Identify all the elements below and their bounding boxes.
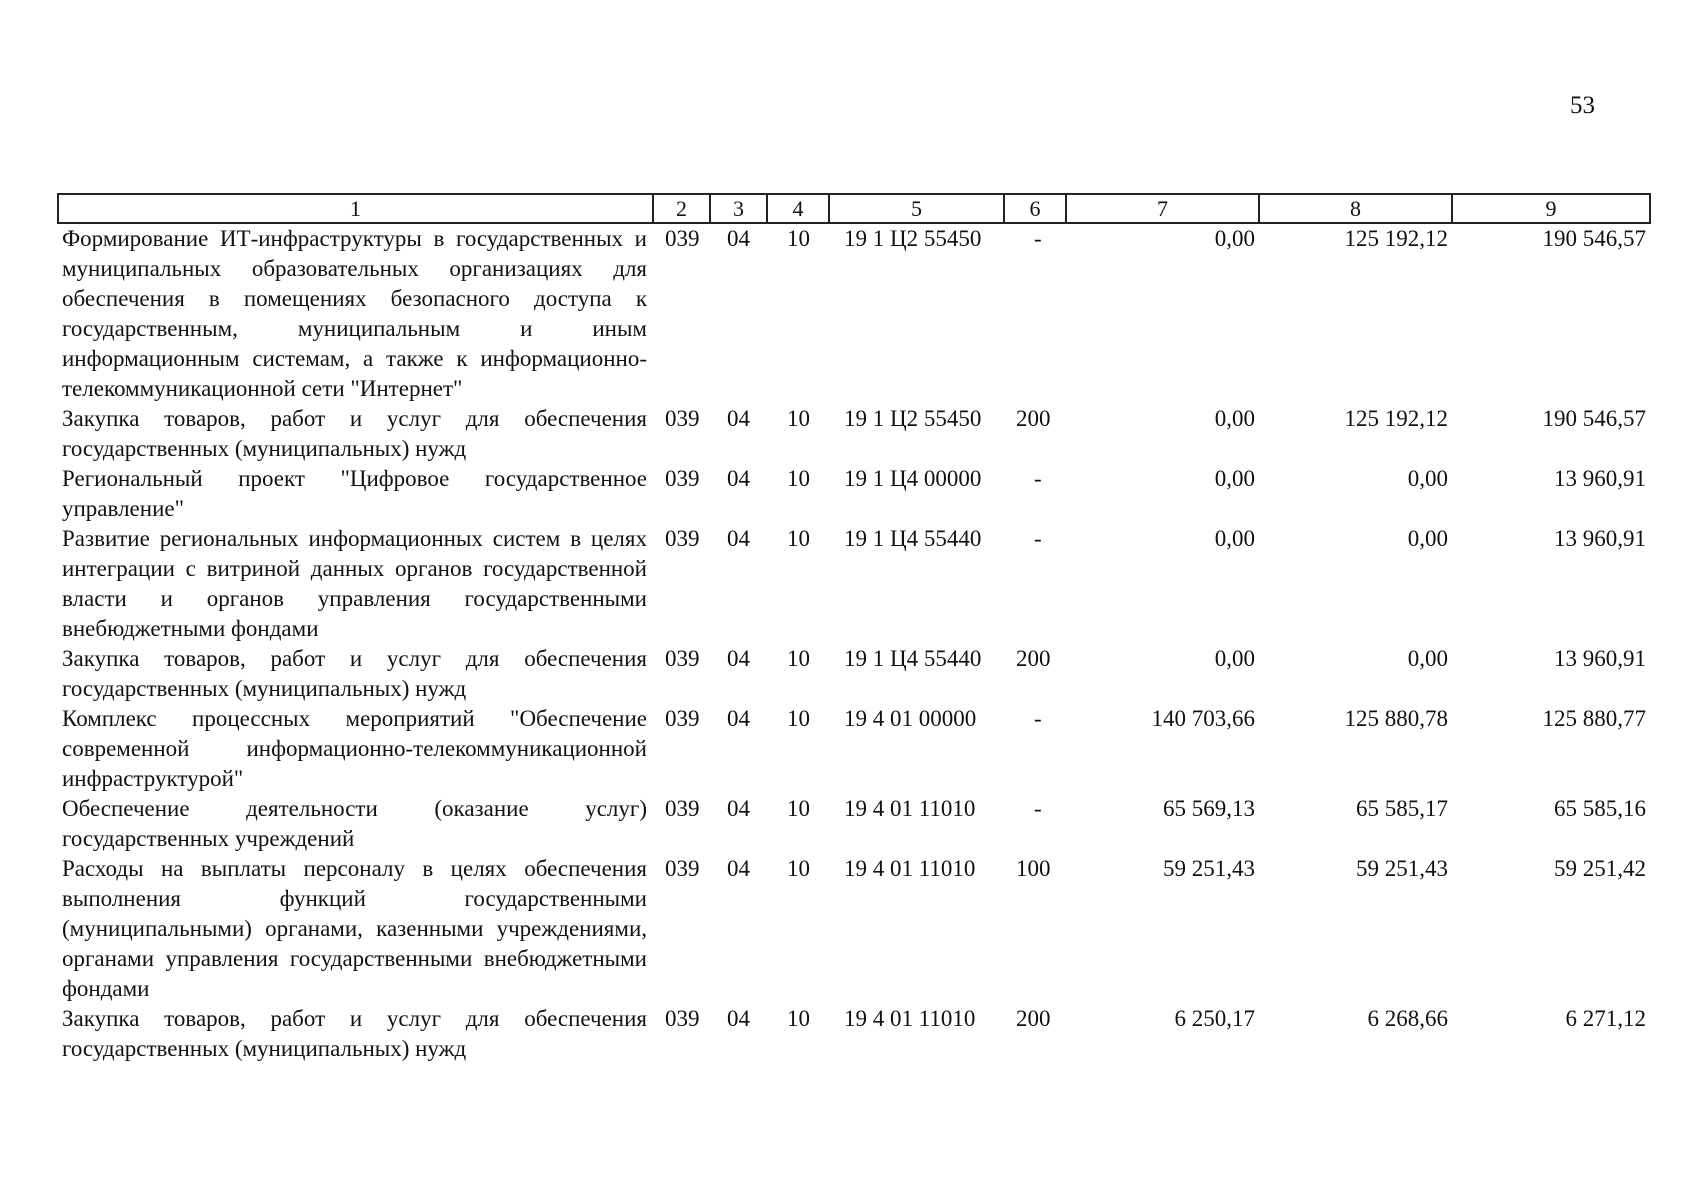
row-amount-col9: 59 251,42 [1554, 856, 1646, 881]
row-admin-code: 039 [665, 796, 700, 821]
row-subsection: 10 [787, 226, 810, 251]
row-admin-code: 039 [665, 226, 700, 251]
header-col-9: 9 [1452, 194, 1650, 223]
table-row [58, 404, 1650, 464]
row-amount-col8: 125 880,78 [1344, 706, 1448, 731]
row-section: 04 [727, 226, 750, 251]
table-row [58, 644, 1650, 704]
header-col-6: 6 [1004, 194, 1066, 223]
row-subsection: 10 [787, 856, 810, 881]
row-target-article: 19 4 01 00000 [844, 706, 977, 731]
row-amount-col9: 125 880,77 [1542, 706, 1646, 731]
row-subsection: 10 [787, 466, 810, 491]
row-admin-code: 039 [665, 646, 700, 671]
page-number: 53 [1570, 92, 1595, 119]
header-col-4: 4 [767, 194, 829, 223]
row-expense-type: - [1034, 706, 1042, 731]
row-expense-type: 100 [1016, 856, 1051, 881]
row-amount-col8: 6 268,66 [1367, 1006, 1448, 1031]
row-amount-col8: 59 251,43 [1356, 856, 1448, 881]
row-amount-col7: 140 703,66 [1151, 706, 1255, 731]
row-subsection: 10 [787, 406, 810, 431]
row-expense-type: - [1034, 226, 1042, 251]
row-amount-col8: 0,00 [1407, 526, 1448, 551]
row-description: Формирование ИТ-инфраструктуры в государственных и муниципальных образовательных организациях для обеспечения в помещениях безопасного доступа к государственным, муниципальным и иным информационным системам, а также к информационно-телекоммуникационной сети "Интернет" [62, 226, 647, 401]
row-target-article: 19 4 01 11010 [844, 856, 976, 881]
row-expense-type: 200 [1016, 1006, 1051, 1031]
row-amount-col8: 125 192,12 [1344, 226, 1448, 251]
header-row [58, 194, 1650, 223]
row-amount-col7: 65 569,13 [1163, 796, 1255, 821]
row-expense-type: 200 [1016, 406, 1051, 431]
row-expense-type: 200 [1016, 646, 1051, 671]
row-amount-col7: 6 250,17 [1174, 1006, 1255, 1031]
row-admin-code: 039 [665, 526, 700, 551]
table-row [58, 854, 1650, 1004]
row-target-article: 19 1 Ц2 55450 [844, 226, 982, 251]
row-description: Региональный проект "Цифровое государственное управление" [62, 466, 647, 521]
row-admin-code: 039 [665, 1006, 700, 1031]
table-row [58, 223, 1650, 404]
row-subsection: 10 [787, 706, 810, 731]
table-row [58, 1004, 1650, 1064]
row-amount-col7: 0,00 [1214, 406, 1255, 431]
header-col-8: 8 [1259, 194, 1452, 223]
row-subsection: 10 [787, 1006, 810, 1031]
row-description: Расходы на выплаты персоналу в целях обеспечения выполнения функций государственными (муниципальными) органами, казенными учреждениями, органами управления государственными внебюджетными фондами [62, 856, 647, 1001]
row-target-article: 19 1 Ц4 55440 [844, 646, 982, 671]
row-target-article: 19 1 Ц2 55450 [844, 406, 982, 431]
header-col-2: 2 [653, 194, 710, 223]
row-description: Развитие региональных информационных систем в целях интеграции с витриной данных органов государственной власти и органов управления государственными внебюджетными фондами [62, 526, 647, 641]
row-target-article: 19 1 Ц4 55440 [844, 526, 982, 551]
row-section: 04 [727, 706, 750, 731]
row-amount-col9: 13 960,91 [1554, 526, 1646, 551]
row-amount-col7: 0,00 [1214, 646, 1255, 671]
row-amount-col7: 0,00 [1214, 466, 1255, 491]
row-description: Комплекс процессных мероприятий "Обеспечение современной информационно-телекоммуникационной инфраструктурой" [62, 706, 647, 791]
row-description: Закупка товаров, работ и услуг для обеспечения государственных (муниципальных) нужд [62, 406, 647, 461]
row-section: 04 [727, 526, 750, 551]
row-admin-code: 039 [665, 466, 700, 491]
row-section: 04 [727, 856, 750, 881]
table-row [58, 464, 1650, 524]
row-amount-col9: 190 546,57 [1542, 226, 1646, 251]
row-amount-col8: 65 585,17 [1356, 796, 1448, 821]
row-subsection: 10 [787, 646, 810, 671]
row-description: Обеспечение деятельности (оказание услуг) государственных учреждений [62, 796, 647, 851]
row-section: 04 [727, 646, 750, 671]
row-amount-col7: 0,00 [1214, 526, 1255, 551]
row-target-article: 19 4 01 11010 [844, 796, 976, 821]
header-col-7: 7 [1066, 194, 1259, 223]
budget-table [57, 193, 1651, 1064]
row-description: Закупка товаров, работ и услуг для обеспечения государственных (муниципальных) нужд [62, 646, 647, 701]
row-amount-col8: 0,00 [1407, 646, 1448, 671]
row-description: Закупка товаров, работ и услуг для обеспечения государственных (муниципальных) нужд [62, 1006, 647, 1061]
row-amount-col9: 190 546,57 [1542, 406, 1646, 431]
row-amount-col9: 13 960,91 [1554, 646, 1646, 671]
row-section: 04 [727, 466, 750, 491]
header-col-3: 3 [710, 194, 767, 223]
row-section: 04 [727, 796, 750, 821]
row-target-article: 19 4 01 11010 [844, 1006, 976, 1031]
table-row [58, 704, 1650, 794]
header-col-5: 5 [829, 194, 1004, 223]
table-row [58, 524, 1650, 644]
row-expense-type: - [1034, 796, 1042, 821]
row-section: 04 [727, 406, 750, 431]
table-row [58, 794, 1650, 854]
row-target-article: 19 1 Ц4 00000 [844, 466, 982, 491]
row-expense-type: - [1034, 526, 1042, 551]
row-amount-col8: 125 192,12 [1344, 406, 1448, 431]
row-amount-col9: 13 960,91 [1554, 466, 1646, 491]
row-amount-col7: 0,00 [1214, 226, 1255, 251]
row-admin-code: 039 [665, 706, 700, 731]
row-amount-col8: 0,00 [1407, 466, 1448, 491]
row-expense-type: - [1034, 466, 1042, 491]
row-subsection: 10 [787, 526, 810, 551]
header-col-1: 1 [58, 194, 653, 223]
row-section: 04 [727, 1006, 750, 1031]
row-amount-col9: 65 585,16 [1554, 796, 1646, 821]
row-amount-col9: 6 271,12 [1565, 1006, 1646, 1031]
row-subsection: 10 [787, 796, 810, 821]
row-amount-col7: 59 251,43 [1163, 856, 1255, 881]
row-admin-code: 039 [665, 406, 700, 431]
row-admin-code: 039 [665, 856, 700, 881]
